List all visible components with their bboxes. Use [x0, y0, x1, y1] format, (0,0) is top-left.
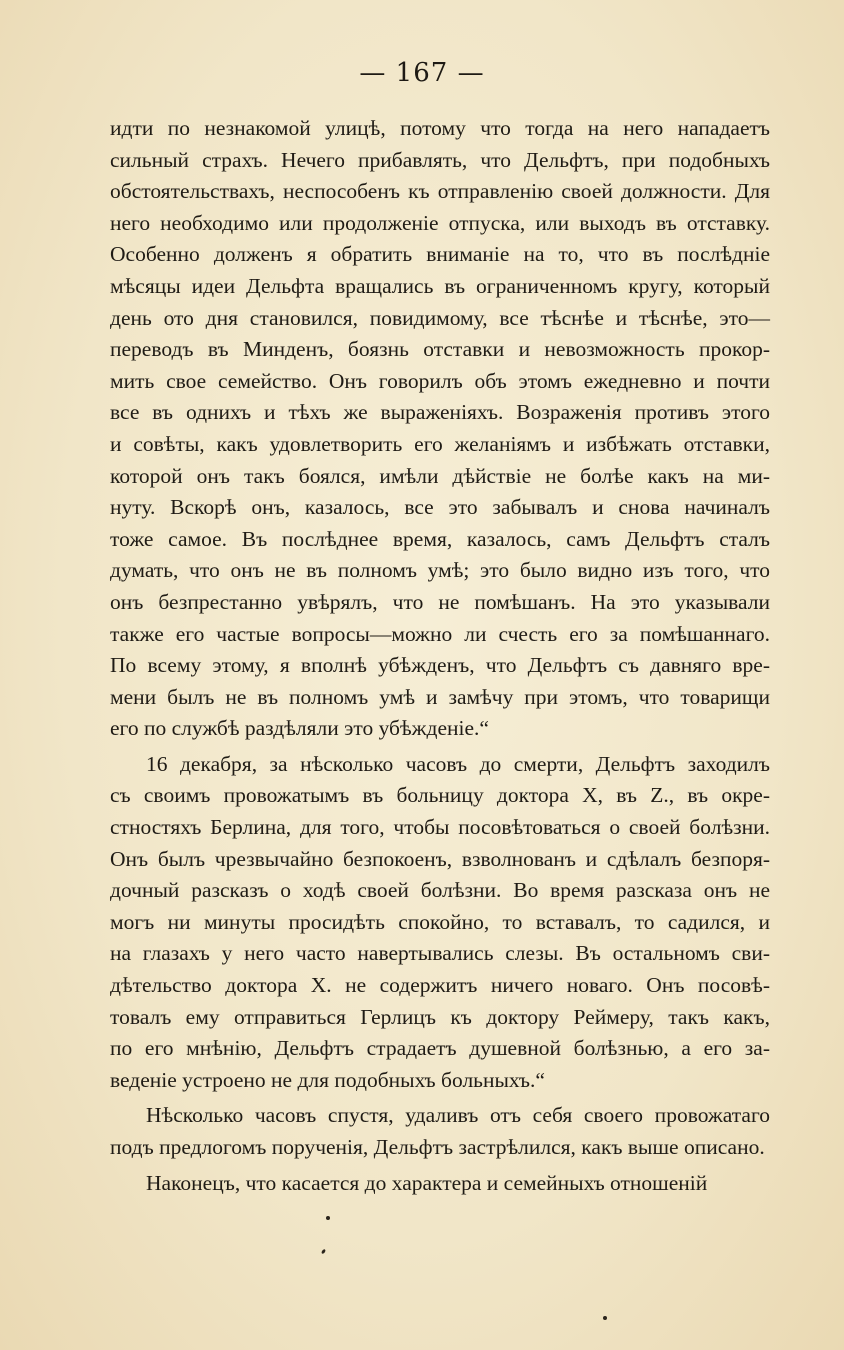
text-line: сильный страхъ. Нечего прибавлять, что Дельфтъ, при подобныхъ — [110, 147, 770, 172]
text-line: его по службѣ раздѣляли это убѣжденіе.“ — [110, 716, 489, 741]
text-line: онъ безпрестанно увѣрялъ, что не помѣшанъ. На это указывали — [110, 589, 770, 614]
text-line: съ своимъ провожатымъ въ больницу доктора X, въ Z., въ окре- — [110, 783, 770, 808]
text-line: него необходимо или продолженіе отпуска, или выходъ въ отставку. — [110, 210, 770, 235]
text-line: дѣтельство доктора X. не содержитъ ничего новаго. Онъ посовѣ- — [110, 973, 770, 998]
text-line: обстоятельствахъ, неспособенъ къ отправленію своей должности. Для — [110, 179, 770, 204]
text-line: стностяхъ Берлина, для того, чтобы посовѣтоваться о своей болѣзни. — [110, 815, 770, 840]
text-line: нуту. Вскорѣ онъ, казалось, все это забывалъ и снова начиналъ — [110, 495, 770, 520]
text-line: также его частые вопросы—можно ли счесть его за помѣшаннаго. — [110, 621, 770, 646]
text-line: дочный разсказъ о ходѣ своей болѣзни. Во время разсказа онъ не — [110, 878, 770, 903]
text-line: По всему этому, я вполнѣ убѣжденъ, что Дельфтъ съ давняго вре- — [110, 653, 770, 678]
text-line: мѣсяцы идеи Дельфта вращались въ ограниченномъ кругу, который — [110, 273, 770, 298]
text-line: думать, что онъ не въ полномъ умѣ; это было видно изъ того, что — [110, 558, 770, 583]
text-line: по его мнѣнію, Дельфтъ страдаетъ душевной болѣзнью, а его за- — [110, 1036, 770, 1061]
text-line: подъ предлогомъ порученія, Дельфтъ застрѣлился, какъ выше описано. — [110, 1135, 765, 1159]
ink-speck — [321, 1249, 326, 1255]
text-line: Особенно долженъ я обратить вниманіе на то, что въ послѣдніе — [110, 242, 770, 267]
text-line: все въ однихъ и тѣхъ же выраженіяхъ. Возраженія противъ этого — [110, 400, 770, 425]
text-line: тоже самое. Въ послѣднее время, казалось, самъ Дельфтъ сталъ — [110, 526, 770, 551]
text-line: Онъ былъ чрезвычайно безпокоенъ, взволнованъ и сдѣлалъ безпоря- — [110, 846, 770, 871]
text-line: на глазахъ у него часто навертывались слезы. Въ остальномъ сви- — [110, 941, 770, 966]
paragraph — [110, 1100, 770, 1163]
text-line: Наконецъ, что касается до характера и семейныхъ отношеній — [146, 1170, 708, 1195]
text-line: веденіе устроено не для подобныхъ больныхъ.“ — [110, 1067, 545, 1092]
text-line: товалъ ему отправиться Герлицъ къ доктору Реймеру, такъ какъ, — [110, 1004, 770, 1029]
text-line: 16 декабря, за нѣсколько часовъ до смерти, Дельфтъ заходилъ — [146, 751, 770, 776]
ink-speck — [326, 1216, 330, 1220]
text-line: идти по незнакомой улицѣ, потому что тогда на него нападаетъ — [110, 116, 770, 140]
paragraph — [110, 113, 770, 745]
text-line: переводъ въ Минденъ, боязнь отставки и невозможность прокор- — [110, 337, 770, 362]
text-line: Нѣсколько часовъ спустя, удаливъ отъ себя своего провожатаго — [146, 1103, 770, 1128]
text-line: которой онъ такъ боялся, имѣли дѣйствіе не болѣе какъ на ми- — [110, 463, 770, 488]
paragraph — [110, 1168, 770, 1200]
ink-speck — [603, 1316, 607, 1320]
body-text — [110, 113, 770, 1199]
text-line: и совѣты, какъ удовлетворить его желаніямъ и избѣжать отставки, — [110, 431, 770, 456]
text-line: мени былъ не въ полномъ умѣ и замѣчу при этомъ, что товарищи — [110, 684, 770, 709]
paragraph — [110, 749, 770, 1097]
text-line: могъ ни минуты просидѣть спокойно, то вставалъ, то садился, и — [110, 909, 770, 934]
page-number: — 167 — — [359, 58, 485, 88]
text-line: день ото дня становился, повидимому, все тѣснѣе и тѣснѣе, это— — [110, 305, 770, 330]
text-line: мить свое семейство. Онъ говорилъ объ этомъ ежедневно и почти — [110, 368, 770, 393]
